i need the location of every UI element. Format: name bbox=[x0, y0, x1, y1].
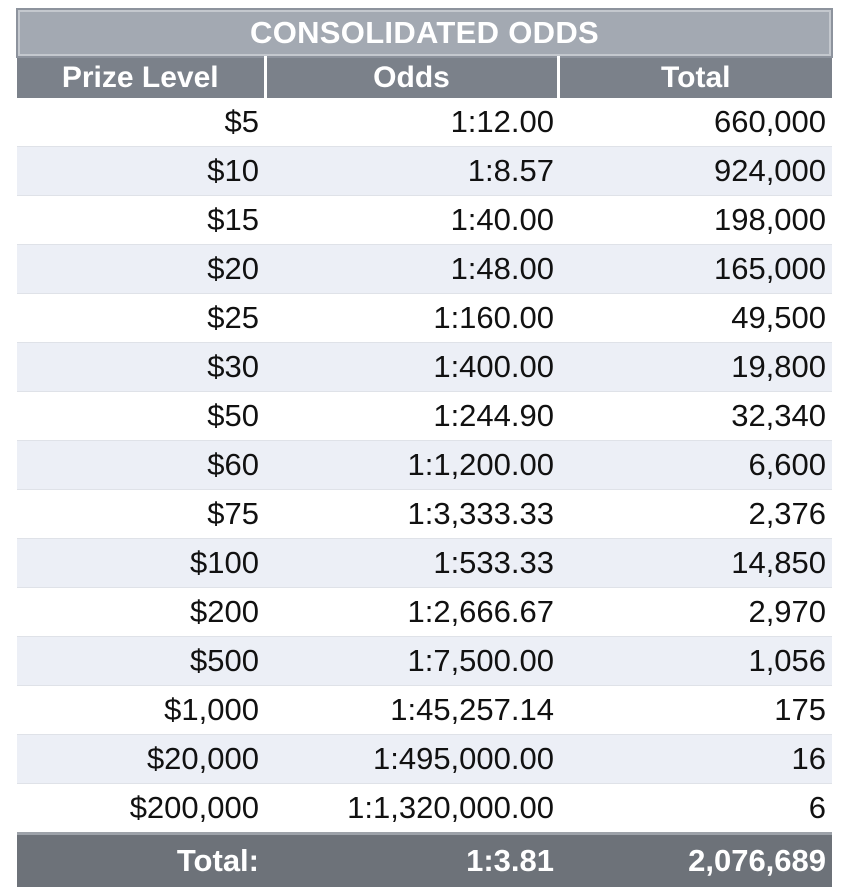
prize-level-cell: $50 bbox=[17, 392, 265, 441]
odds-cell: 1:48.00 bbox=[265, 245, 558, 294]
table-row bbox=[17, 98, 832, 147]
prize-level-cell: $5 bbox=[17, 98, 265, 147]
total-cell: 16 bbox=[558, 735, 832, 784]
table-row bbox=[17, 196, 832, 245]
prize-level-cell: $200 bbox=[17, 588, 265, 637]
table-title-row bbox=[17, 9, 832, 57]
consolidated-odds-table bbox=[16, 8, 833, 887]
odds-cell: 1:12.00 bbox=[265, 98, 558, 147]
prize-level-cell: $20,000 bbox=[17, 735, 265, 784]
odds-cell: 1:1,200.00 bbox=[265, 441, 558, 490]
total-cell: 49,500 bbox=[558, 294, 832, 343]
table-row bbox=[17, 490, 832, 539]
column-header-row bbox=[17, 57, 832, 98]
odds-cell: 1:45,257.14 bbox=[265, 686, 558, 735]
total-cell: 198,000 bbox=[558, 196, 832, 245]
total-cell: 6 bbox=[558, 784, 832, 834]
odds-cell: 1:495,000.00 bbox=[265, 735, 558, 784]
table-row bbox=[17, 637, 832, 686]
prize-level-cell: $1,000 bbox=[17, 686, 265, 735]
total-count: 2,076,689 bbox=[558, 834, 832, 887]
prize-level-cell: $60 bbox=[17, 441, 265, 490]
odds-cell: 1:244.90 bbox=[265, 392, 558, 441]
total-odds: 1:3.81 bbox=[265, 834, 558, 887]
prize-level-cell: $20 bbox=[17, 245, 265, 294]
table-row bbox=[17, 441, 832, 490]
total-cell: 660,000 bbox=[558, 98, 832, 147]
prize-level-cell: $75 bbox=[17, 490, 265, 539]
odds-cell: 1:1,320,000.00 bbox=[265, 784, 558, 834]
prize-level-cell: $25 bbox=[17, 294, 265, 343]
table-row bbox=[17, 735, 832, 784]
column-header-total: Total bbox=[558, 57, 832, 98]
total-row bbox=[17, 834, 832, 887]
column-header-prize-level: Prize Level bbox=[17, 57, 265, 98]
odds-cell: 1:8.57 bbox=[265, 147, 558, 196]
odds-cell: 1:400.00 bbox=[265, 343, 558, 392]
table-row bbox=[17, 392, 832, 441]
table-title: CONSOLIDATED ODDS bbox=[17, 9, 832, 57]
prize-level-cell: $15 bbox=[17, 196, 265, 245]
total-cell: 165,000 bbox=[558, 245, 832, 294]
odds-cell: 1:160.00 bbox=[265, 294, 558, 343]
total-cell: 19,800 bbox=[558, 343, 832, 392]
table-row bbox=[17, 147, 832, 196]
total-cell: 1,056 bbox=[558, 637, 832, 686]
table-row bbox=[17, 245, 832, 294]
prize-level-cell: $500 bbox=[17, 637, 265, 686]
total-cell: 32,340 bbox=[558, 392, 832, 441]
odds-cell: 1:7,500.00 bbox=[265, 637, 558, 686]
odds-cell: 1:533.33 bbox=[265, 539, 558, 588]
table-row bbox=[17, 343, 832, 392]
odds-cell: 1:2,666.67 bbox=[265, 588, 558, 637]
prize-level-cell: $10 bbox=[17, 147, 265, 196]
table-row bbox=[17, 784, 832, 834]
total-cell: 175 bbox=[558, 686, 832, 735]
prize-level-cell: $30 bbox=[17, 343, 265, 392]
table-body bbox=[17, 98, 832, 834]
table-row bbox=[17, 539, 832, 588]
odds-cell: 1:3,333.33 bbox=[265, 490, 558, 539]
prize-level-cell: $100 bbox=[17, 539, 265, 588]
total-label: Total: bbox=[17, 834, 265, 887]
table-row bbox=[17, 294, 832, 343]
table-row bbox=[17, 588, 832, 637]
total-cell: 2,376 bbox=[558, 490, 832, 539]
total-cell: 924,000 bbox=[558, 147, 832, 196]
prize-level-cell: $200,000 bbox=[17, 784, 265, 834]
total-cell: 2,970 bbox=[558, 588, 832, 637]
total-cell: 6,600 bbox=[558, 441, 832, 490]
table-row bbox=[17, 686, 832, 735]
column-header-odds: Odds bbox=[265, 57, 558, 98]
odds-cell: 1:40.00 bbox=[265, 196, 558, 245]
total-cell: 14,850 bbox=[558, 539, 832, 588]
